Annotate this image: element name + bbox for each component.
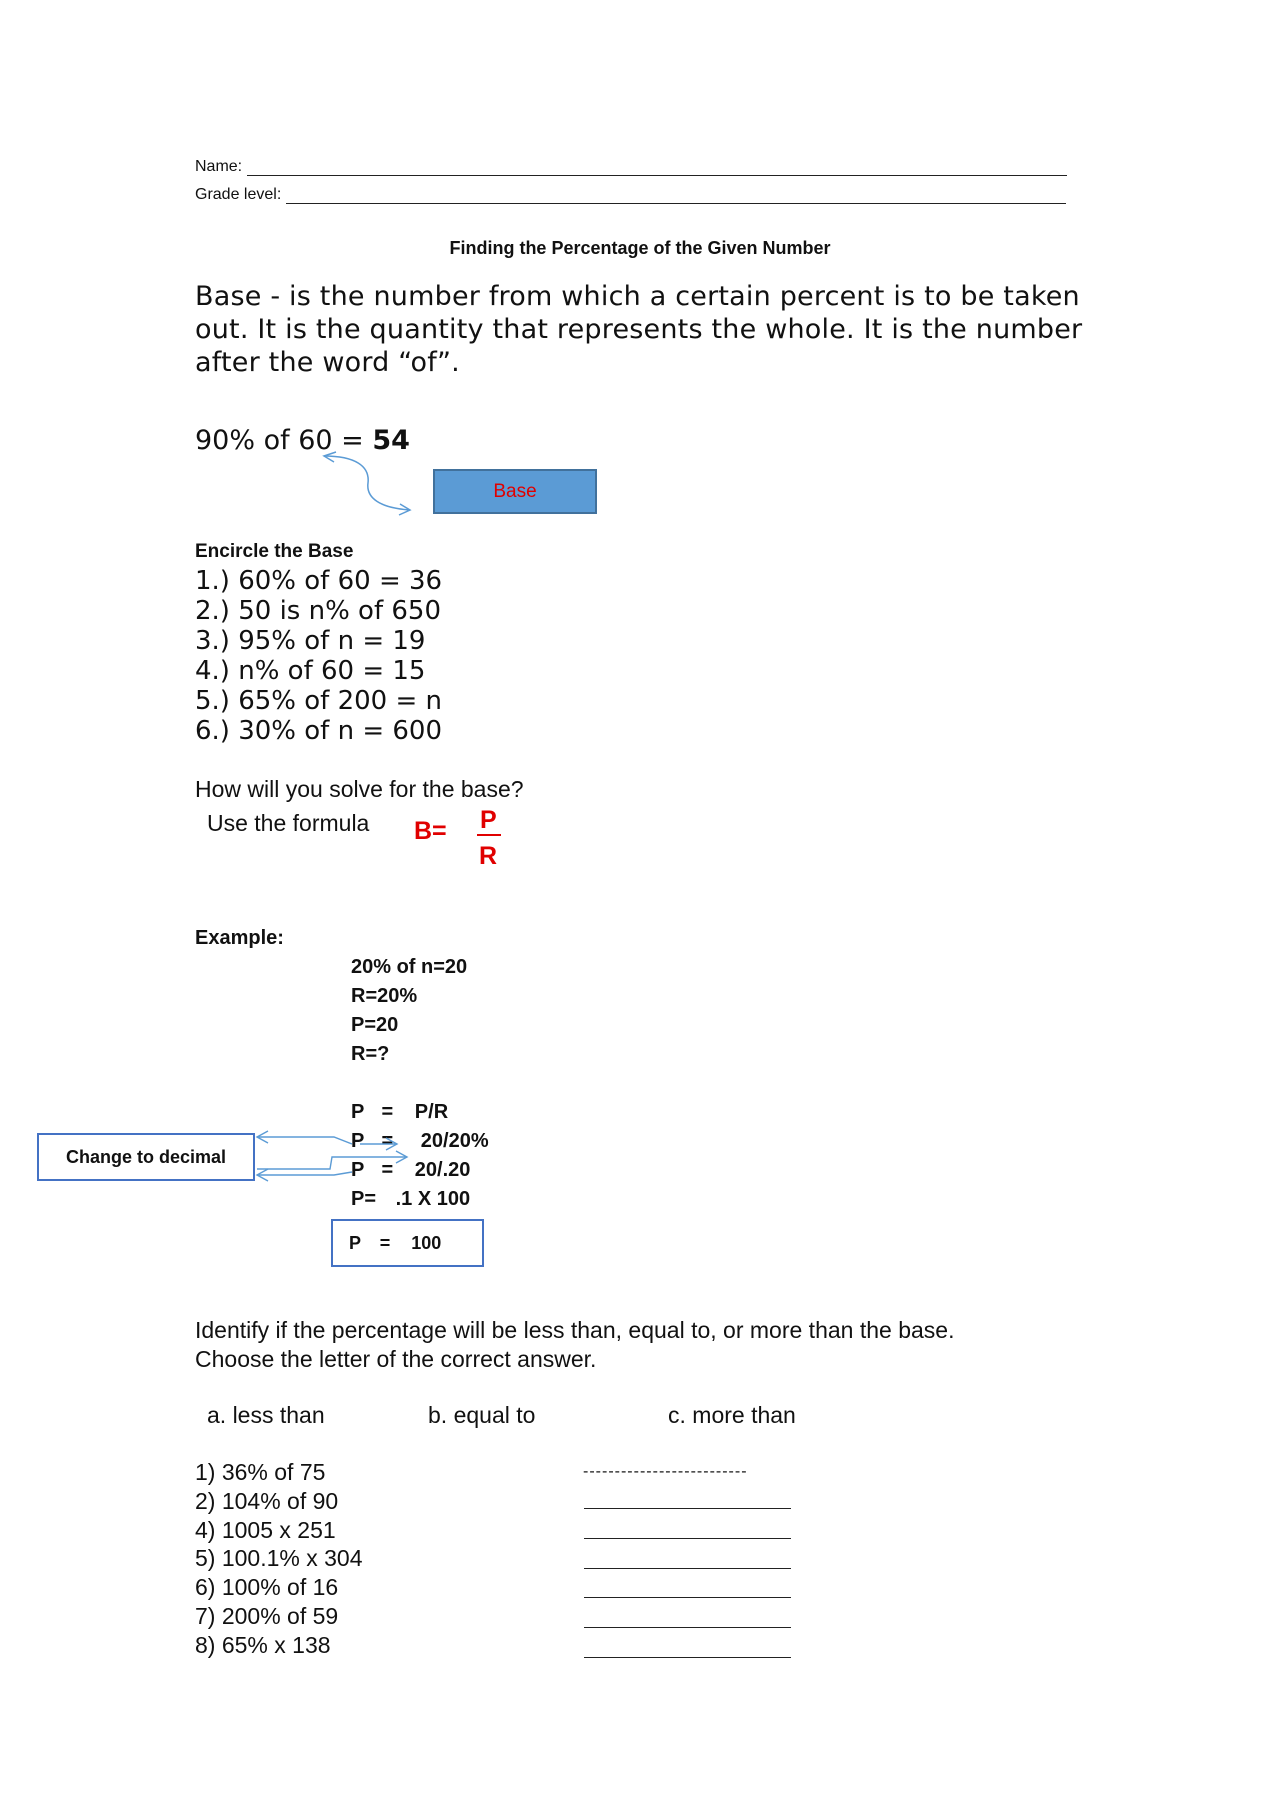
grade-field-line[interactable] [286,188,1066,204]
step-row [351,1188,470,1211]
answer-box [331,1219,484,1267]
given-line: R=20% [351,985,418,1007]
answer-line[interactable] [584,1516,791,1539]
decimal-arrows-icon [252,1125,412,1190]
list-item: 4.) n% of 60 = 15 [195,656,426,686]
answer-line[interactable] [584,1546,791,1569]
identify-instruction-line: Identify if the percentage will be less than, equal to, or more than the base. [195,1317,955,1343]
step-op: = [381,1101,394,1123]
formula-denominator: R [479,842,498,870]
step-row [351,1101,448,1124]
answer-lhs: P [349,1233,361,1253]
formula-lhs: B= [414,817,447,845]
solve-instruction: Use the formula [207,810,370,836]
answer-lines [584,1486,791,1658]
given-line: 20% of n=20 [351,956,468,978]
step-lhs: P [351,1130,364,1152]
answer-dashes: -------------------------- [583,1463,748,1480]
fraction-bar [477,834,501,836]
grade-row [195,186,1066,204]
list-item: 8) 65% x 138 [195,1631,331,1658]
list-item: 5) 100.1% x 304 [195,1545,363,1572]
list-item: 3.) 95% of n = 19 [195,626,426,656]
answer-line[interactable] [584,1575,791,1598]
list-item: 1.) 60% of 60 = 36 [195,566,443,596]
list-item: 7) 200% of 59 [195,1602,339,1629]
top-example-result: 54 [372,425,410,456]
list-item: 2.) 50 is n% of 650 [195,596,441,626]
base-callout: Base [433,469,597,514]
encircle-list [195,566,442,746]
identify-instruction-line: Choose the letter of the correct answer. [195,1346,597,1372]
given-line: P=20 [351,1014,399,1036]
base-definition: Base - is the number from which a certain percent is to be taken out. It is the quantity that represents the whole. It is the number after the word “of”. [195,281,1083,378]
option-c: c. more than [668,1402,796,1428]
step-rhs: .1 X 100 [395,1188,471,1210]
answer-rhs: 100 [411,1233,442,1253]
example-title: Example: [195,927,284,949]
list-item: 5.) 65% of 200 = n [195,686,443,716]
name-row [195,158,1067,176]
answer-op: = [379,1233,391,1253]
step-lhs: P [351,1101,364,1123]
answer-line[interactable] [584,1486,791,1509]
step-op: = [381,1130,394,1152]
step-rhs: P/R [414,1101,449,1123]
solve-question: How will you solve for the base? [195,776,524,802]
formula-numerator: P [480,806,497,834]
identify-items [195,1458,363,1660]
answer-line[interactable] [584,1605,791,1628]
change-to-decimal-callout: Change to decimal [37,1133,255,1181]
grade-label: Grade level: [195,186,282,203]
worksheet-title: Finding the Percentage of the Given Number [449,238,831,258]
list-item: 6.) 30% of n = 600 [195,716,443,746]
list-item: 6) 100% of 16 [195,1574,339,1601]
step-rhs: 20/.20 [414,1159,471,1181]
name-field-line[interactable] [247,160,1067,176]
step-lhs: P [351,1159,364,1181]
option-b: b. equal to [428,1402,536,1428]
encircle-title: Encircle the Base [195,541,354,562]
option-a: a. less than [207,1402,325,1428]
list-item: 4) 1005 x 251 [195,1516,336,1543]
list-item: 2) 104% of 90 [195,1487,339,1514]
top-example-expression: 90% of 60 = [195,425,364,456]
name-label: Name: [195,158,243,175]
example-givens [351,953,467,1069]
answer-line[interactable] [584,1635,791,1658]
base-arrow-icon [310,448,420,518]
step-lhs: P= [351,1188,377,1210]
given-line: R=? [351,1043,390,1065]
identify-instructions [195,1316,954,1374]
step-rhs: 20/20% [420,1130,489,1152]
list-item: 1) 36% of 75 [195,1459,326,1485]
step-op: = [381,1159,394,1181]
